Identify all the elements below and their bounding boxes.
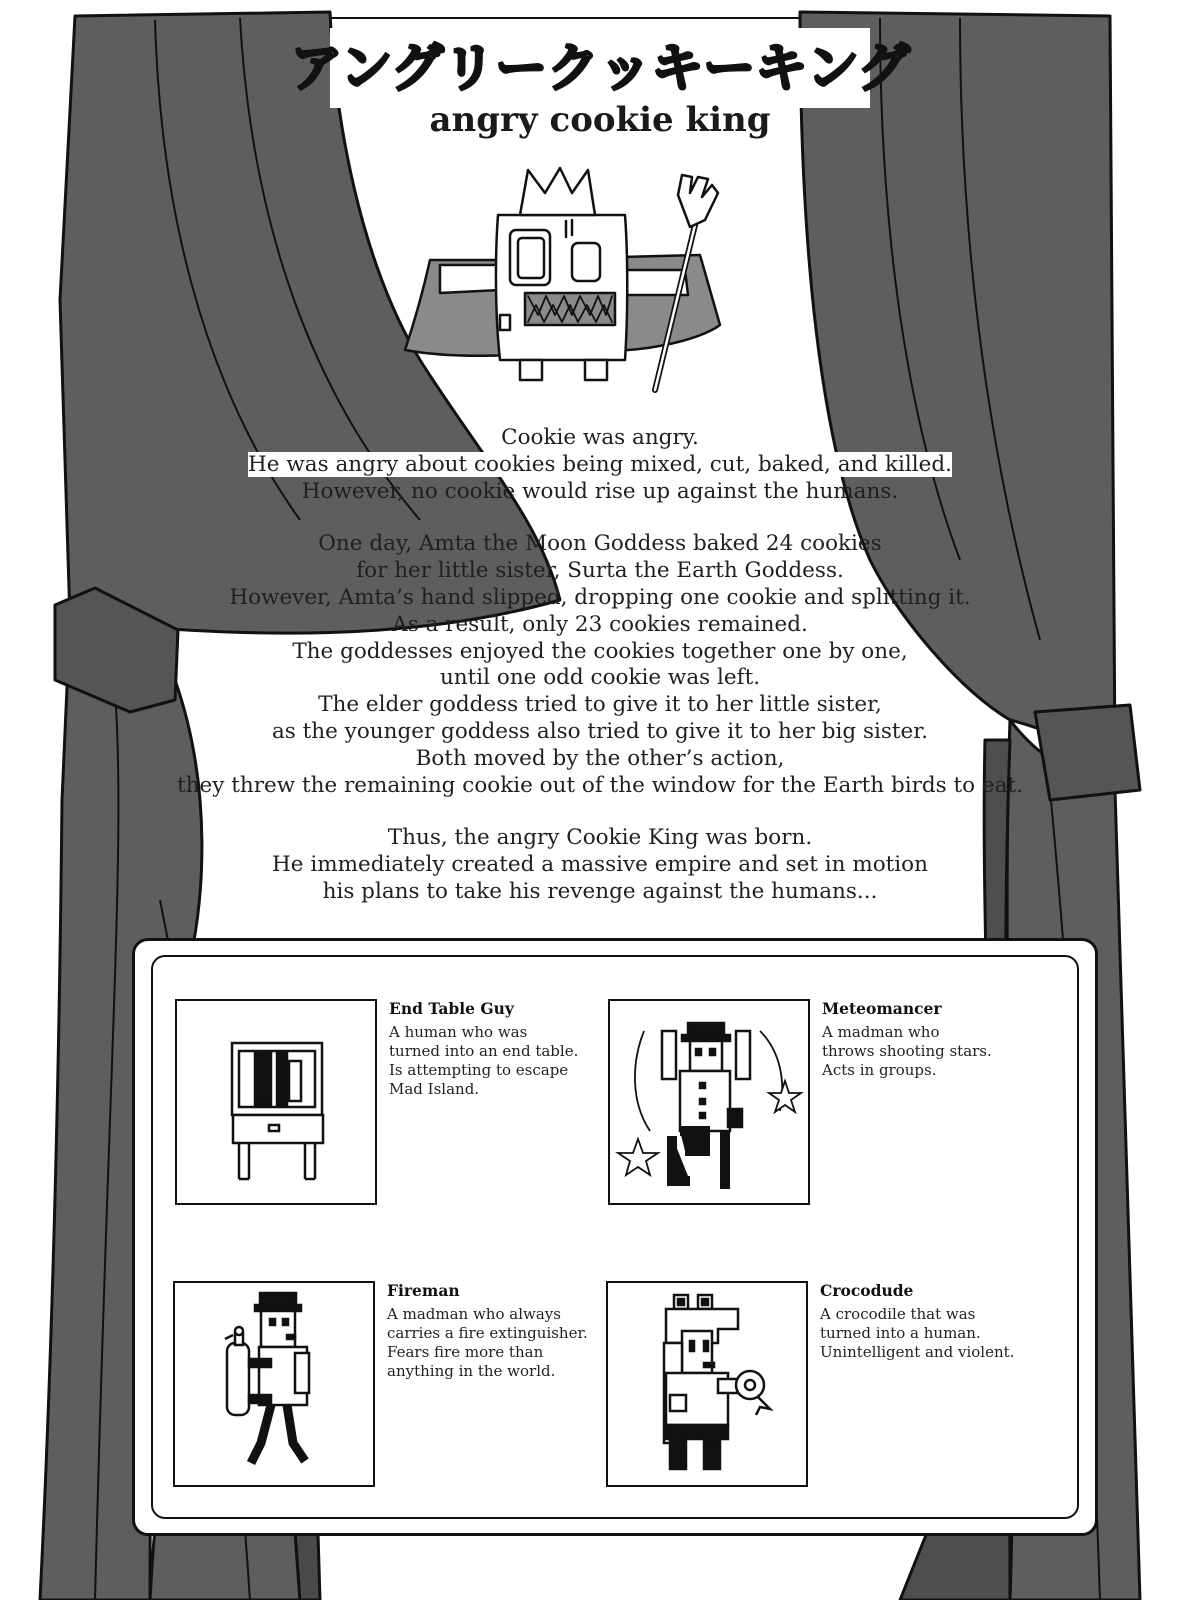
character-description: A crocodile that was turned into a human. Unintelligent and violent. (820, 1305, 1015, 1361)
story-line: for her little sister, Surta the Earth Goddess. (356, 558, 844, 584)
story-line: He immediately created a massive empire and set in motion (272, 852, 928, 878)
story-line: as the younger goddess also tried to give it to her big sister. (271, 718, 929, 744)
story-line: they threw the remaining cookie out of the window for the Earth birds to eat. (177, 772, 1023, 798)
english-title: angry cookie king (429, 100, 771, 140)
story-line: One day, Amta the Moon Goddess baked 24 cookies (318, 531, 882, 557)
story-text (140, 425, 1060, 906)
story-line: He was angry about cookies being mixed, cut, baked, and killed. (248, 451, 952, 477)
character-name: End Table Guy (389, 999, 514, 1018)
story-line: Thus, the angry Cookie King was born. (387, 825, 813, 851)
character-name: Crocodude (820, 1281, 914, 1300)
story-line: As a result, only 23 cookies remained. (392, 611, 808, 637)
japanese-title-text: アングリークッキーキング (290, 39, 910, 99)
story-line: However, no cookie would rise up against the humans. (301, 478, 899, 504)
story-line: The elder goddess tried to give it to her little sister, (318, 692, 882, 718)
story-line: Cookie was angry. (501, 425, 699, 450)
character-description: A madman who throws shooting stars. Acts in groups. (822, 1023, 992, 1079)
story-line: until one odd cookie was left. (439, 665, 761, 691)
character-description: A human who was turned into an end table. Is attempting to escape Mad Island. (389, 1023, 579, 1098)
character-name: Meteomancer (822, 999, 942, 1018)
fireman-icon (173, 1281, 375, 1487)
cookie-king-icon (400, 165, 760, 405)
story-line: The goddesses enjoyed the cookies together one by one, (292, 638, 908, 664)
characters-panel (132, 938, 1098, 1536)
japanese-title (290, 28, 910, 108)
character-name: Fireman (387, 1281, 460, 1300)
crocodude-icon (606, 1281, 808, 1487)
end-table-guy-icon (175, 999, 377, 1205)
story-line: his plans to take his revenge against the humans... (322, 878, 878, 904)
character-description: A madman who always carries a fire extinguisher. Fears fire more than anything in the world. (387, 1305, 588, 1380)
story-line: However, Amta’s hand slipped, dropping one cookie and splitting it. (229, 584, 971, 610)
story-line: Both moved by the other’s action, (415, 745, 785, 771)
meteomancer-icon (608, 999, 810, 1205)
